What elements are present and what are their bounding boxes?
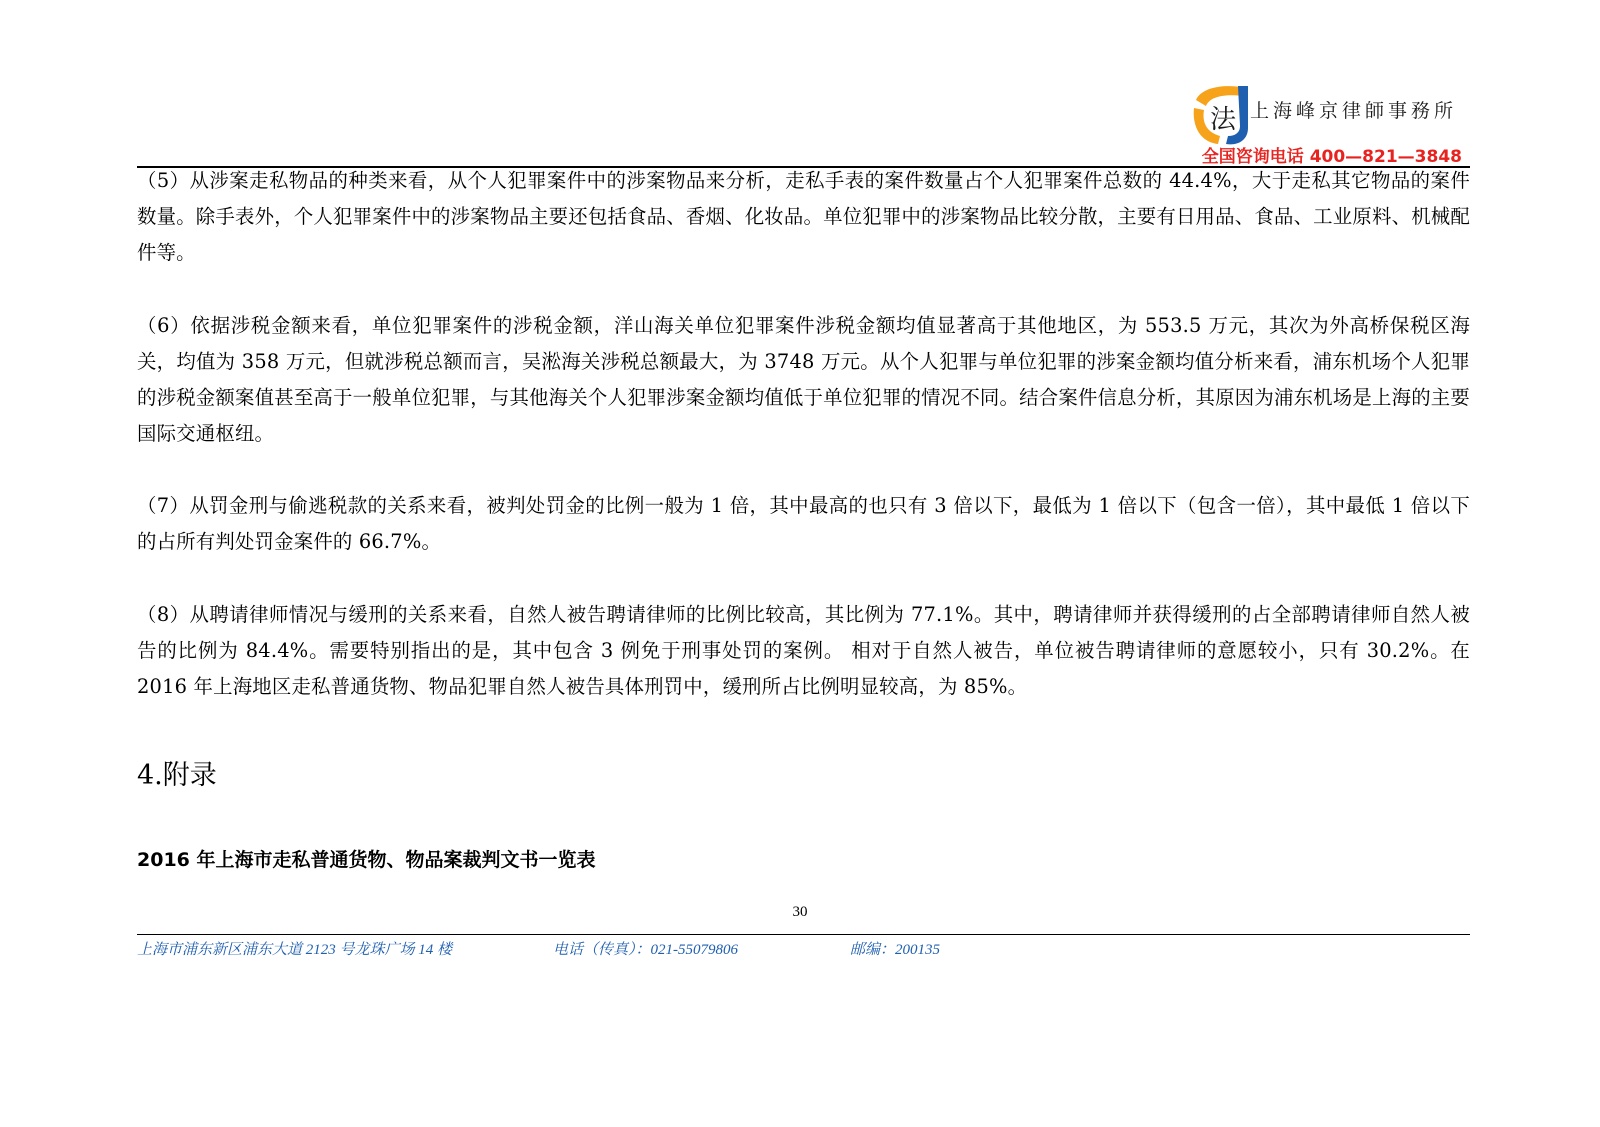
footer-address: 上海市浦东新区浦东大道 2123 号龙珠广场 14 楼 <box>137 942 453 958</box>
page-number: 30 <box>792 904 808 920</box>
consultation-hotline: 全国咨询电话 400—821—3848 <box>1201 147 1462 167</box>
paragraph-5: （5）从涉案走私物品的种类来看，从个人犯罪案件中的涉案物品来分析，走私手表的案件数量占个人犯罪案件总数的 44.4%，大于走私其它物品的案件数量。除手表外，个人犯罪案件中的涉案物品主要还包括食品、香烟、化妆品。单位犯罪中的涉案物品比较分散，主要有日用品、食品、工业原料、机械配件等。 <box>137 169 1470 264</box>
footer-phone: 电话（传真）：021-55079806 <box>553 942 738 958</box>
footer-divider <box>137 934 1470 935</box>
footer-postcode: 邮编：200135 <box>850 942 941 958</box>
paragraph-7: （7）从罚金刑与偷逃税款的关系来看，被判处罚金的比例一般为 1 倍，其中最高的也只有 3 倍以下，最低为 1 倍以下（包含一倍），其中最低 1 倍以下的占所有判处罚金案件的 66.7%。 <box>137 494 1470 553</box>
firm-name: 上海峰京律師事務所 <box>1250 100 1458 122</box>
table-title: 2016 年上海市走私普通货物、物品案裁判文书一览表 <box>137 849 596 871</box>
paragraph-8: （8）从聘请律师情况与缓刑的关系来看，自然人被告聘请律师的比例比较高，其比例为 77.1%。其中，聘请律师并获得缓刑的占全部聘请律师自然人被告的比例为 84.4%。需要特别指出的是，其中包含 3 例免于刑事处罚的案例。 相对于自然人被告，单位被告聘请律师的意愿较小，只有 30.2%。在 2016 年上海地区走私普通货物、物品犯罪自然人被告具体刑罚中，缓刑所占比例明显较高，为 85%。 <box>137 603 1470 698</box>
paragraph-6: （6）依据涉税金额来看，单位犯罪案件的涉税金额，洋山海关单位犯罪案件涉税金额均值显著高于其他地区，为 553.5 万元，其次为外高桥保税区海关，均值为 358 万元，但就涉税总额而言，吴淞海关涉税总额最大，为 3748 万元。从个人犯罪与单位犯罪的涉案金额均值分析来看，浦东机场个人犯罪的涉税金额案值甚至高于一般单位犯罪，与其他海关个人犯罪涉案金额均值低于单位犯罪的情况不同。结合案件信息分析，其原因为浦东机场是上海的主要国际交通枢纽。 <box>137 314 1470 445</box>
section-heading: 4.附录 <box>137 760 217 791</box>
logo-character: 法 <box>1210 105 1237 135</box>
header-logo <box>1188 74 1488 167</box>
